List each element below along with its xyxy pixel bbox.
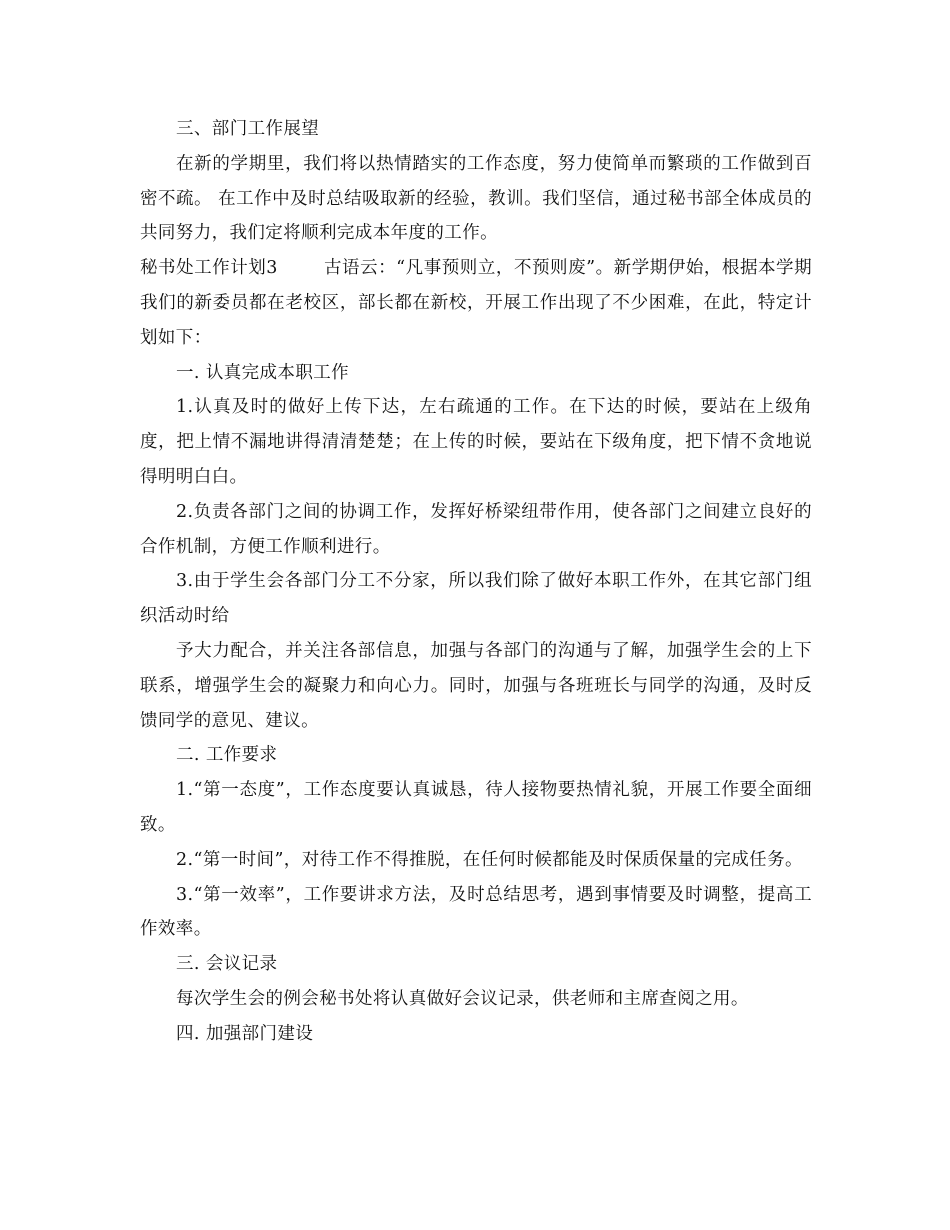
paragraph-outlook: 在新的学期里，我们将以热情踏实的工作态度，努力使简单而繁琐的工作做到百密不疏。 在工作中及时总结吸取新的经验，教训。我们坚信，通过秘书部全体成员的共同努力，我们定将顺利完成本年度的工作。 [140,153,812,244]
list-item-1-3: 3.由于学生会各部门分工不分家，所以我们除了做好本职工作外，在其它部门组织活动时给 [140,571,812,627]
section-heading-1: 一. 认真完成本职工作 [176,362,350,383]
plan-title: 秘书处工作计划3 [140,258,278,279]
section-heading-4: 四. 加强部门建设 [176,1023,314,1044]
section-heading-3: 三. 会议记录 [176,954,278,975]
plan-intro: 古语云：“凡事预则立，不预则废”。新学期伊始，根据本学期我们的新委员都在老校区，部长都在新校，开展工作出现了不少困难，在此，特定计划如下： [140,258,813,348]
list-item-2-2: 2.“第一时间”，对待工作不得推脱，在任何时候都能及时保质保量的完成任务。 [176,849,803,870]
paragraph-plan-3 [140,251,812,355]
paragraph-meeting-records: 每次学生会的例会秘书处将认真做好会议记录，供老师和主席查阅之用。 [176,988,749,1009]
document-body [140,112,812,1052]
section-heading-outlook: 三、部门工作展望 [176,119,320,139]
list-item-2-3: 3.“第一效率”，工作要讲求方法，及时总结思考，遇到事情要及时调整，提高工作效率。 [140,884,812,940]
list-item-1-1: 1.认真及时的做好上传下达，左右疏通的工作。在下达的时候，要站在上级角度，把上情不漏地讲得清清楚楚；在上传的时候，要站在下级角度，把下情不贪地说得明明白白。 [140,397,812,487]
list-item-2-1: 1.“第一态度”，工作态度要认真诚恳，待人接物要热情礼貌，开展工作要全面细致。 [140,780,812,835]
list-item-1-3-continued: 予大力配合，并关注各部信息，加强与各部门的沟通与了解，加强学生会的上下联系，增强学生会的凝聚力和向心力。同时，加强与各班班长与同学的沟通，及时反馈同学的意见、建议。 [140,640,812,731]
list-item-1-2: 2.负责各部门之间的协调工作，发挥好桥梁纽带作用，使各部门之间建立良好的合作机制，方便工作顺利进行。 [140,501,812,557]
section-heading-2: 二. 工作要求 [176,745,278,766]
